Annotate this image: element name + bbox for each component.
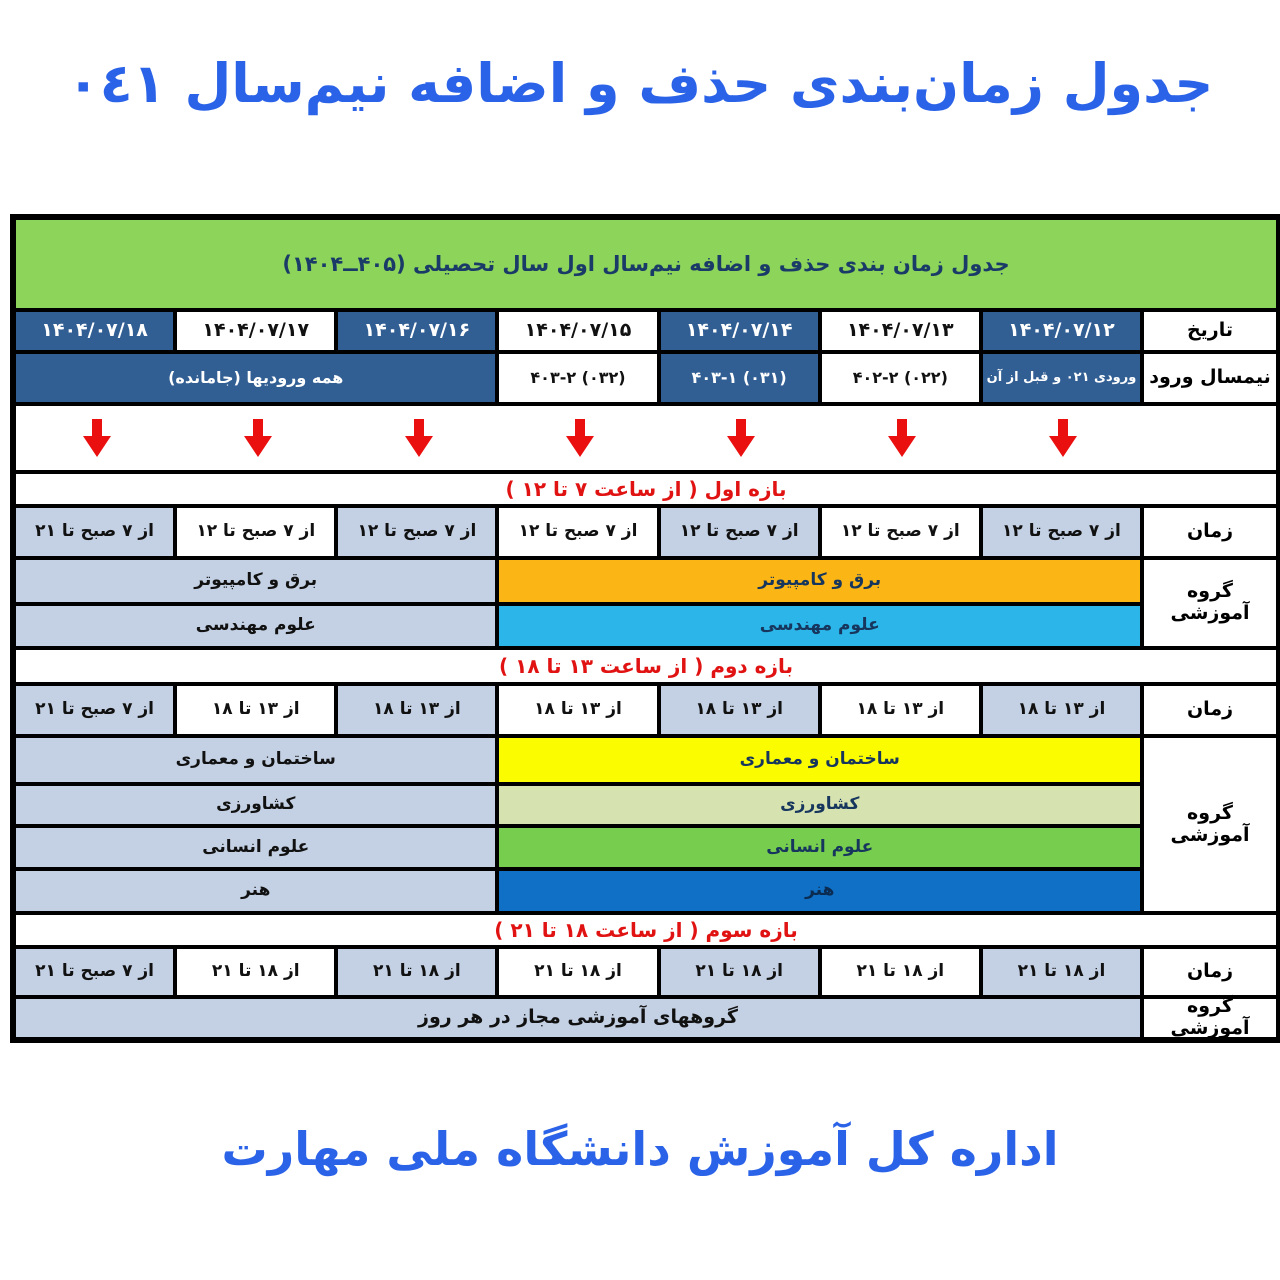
date-cell: ۱۴۰۴/۰۷/۱۸ [16,312,173,350]
table-banner: جدول زمان بندی حذف و اضافه نیم‌سال اول سال تحصیلی (۴۰۵ــ۱۴۰۴) [16,220,1276,308]
group-cell: علوم مهندسی [16,606,495,646]
page-title: جدول زمان‌بندی حذف و اضافه نیم‌سال ٠٤١ [66,52,1214,115]
entry-term-cell: ۴۰۲-۲ (۰۲۲) [822,354,979,402]
group-cell-highlight: کشاورزی [499,786,1140,824]
entry-term-cell: ورودی ۰۲۱ و قبل از آن [983,354,1140,402]
down-arrow-icon [177,406,338,470]
down-arrow-icon [983,406,1144,470]
time-cell: از ۷ صبح تا ۱۲ [338,508,495,556]
section-1-label: بازه اول ( از ساعت ۷ تا ۱۲ ) [16,474,1276,504]
group-cell-highlight: برق و کامپیوتر [499,560,1140,602]
down-arrow-icon [661,406,822,470]
down-arrow-icon [338,406,499,470]
row-header-group: گروه آموزشی [1144,738,1276,911]
row-header-group: گروه آموزشی [1144,560,1276,646]
group-cell-highlight: ساختمان و معماری [499,738,1140,782]
time-cell: از ۱۳ تا ۱۸ [177,686,334,734]
time-cell: از ۷ صبح تا ۲۱ [16,686,173,734]
row-header-time: زمان [1144,949,1276,995]
group-cell: کشاورزی [16,786,495,824]
date-cell: ۱۴۰۴/۰۷/۱۴ [661,312,818,350]
entry-term-cell: ۴۰۳-۲ (۰۳۲) [499,354,656,402]
date-cell: ۱۴۰۴/۰۷/۱۷ [177,312,334,350]
group-cell-highlight: علوم انسانی [499,828,1140,867]
time-cell: از ۷ صبح تا ۱۲ [177,508,334,556]
entry-term-cell-remaining: همه ورودیها (جامانده) [16,354,495,402]
time-cell: از ۷ صبح تا ۱۲ [499,508,656,556]
entry-term-cell: ۴۰۳-۱ (۰۳۱) [661,354,818,402]
time-cell: از ۱۳ تا ۱۸ [661,686,818,734]
group-cell-highlight: علوم مهندسی [499,606,1140,646]
date-cell: ۱۴۰۴/۰۷/۱۳ [822,312,979,350]
down-arrow-icon [822,406,983,470]
time-cell: از ۷ صبح تا ۱۲ [983,508,1140,556]
time-cell: از ۱۳ تا ۱۸ [338,686,495,734]
group-cell: برق و کامپیوتر [16,560,495,602]
time-cell: از ۱۳ تا ۱۸ [499,686,656,734]
schedule-table [10,214,1280,1043]
row-header-date: تاریخ [1144,312,1276,350]
section-2-label: بازه دوم ( از ساعت ۱۳ تا ۱۸ ) [16,650,1276,682]
down-arrow-icon [499,406,660,470]
time-cell: از ۷ صبح تا ۲۱ [16,508,173,556]
date-cell: ۱۴۰۴/۰۷/۱۵ [499,312,656,350]
row-header-time: زمان [1144,508,1276,556]
time-cell: از ۱۸ تا ۲۱ [338,949,495,995]
section-3-label: بازه سوم ( از ساعت ۱۸ تا ۲۱ ) [16,915,1276,945]
group-cell-highlight: هنر [499,871,1140,911]
group-cell: ساختمان و معماری [16,738,495,782]
allowed-groups-cell: گروههای آموزشی مجاز در هر روز [16,999,1140,1037]
row-header-entry-term: نیمسال ورود [1144,354,1276,402]
date-cell: ۱۴۰۴/۰۷/۱۲ [983,312,1140,350]
group-cell: علوم انسانی [16,828,495,867]
time-cell: از ۱۳ تا ۱۸ [822,686,979,734]
time-cell: از ۱۸ تا ۲۱ [661,949,818,995]
arrow-band-spacer [1144,406,1276,470]
date-cell: ۱۴۰۴/۰۷/۱۶ [338,312,495,350]
time-cell: از ۱۳ تا ۱۸ [983,686,1140,734]
time-cell: از ۷ صبح تا ۱۲ [661,508,818,556]
time-cell: از ۷ صبح تا ۲۱ [16,949,173,995]
down-arrow-icon [16,406,177,470]
time-cell: از ۱۸ تا ۲۱ [822,949,979,995]
row-header-time: زمان [1144,686,1276,734]
time-cell: از ۷ صبح تا ۱۲ [822,508,979,556]
time-cell: از ۱۸ تا ۲۱ [983,949,1140,995]
group-cell: هنر [16,871,495,911]
arrow-band [16,406,1276,470]
time-cell: از ۱۸ تا ۲۱ [177,949,334,995]
page-footer: اداره کل آموزش دانشگاه ملی مهارت [221,1122,1059,1176]
time-cell: از ۱۸ تا ۲۱ [499,949,656,995]
row-header-group: گروه آموزشی [1144,999,1276,1037]
